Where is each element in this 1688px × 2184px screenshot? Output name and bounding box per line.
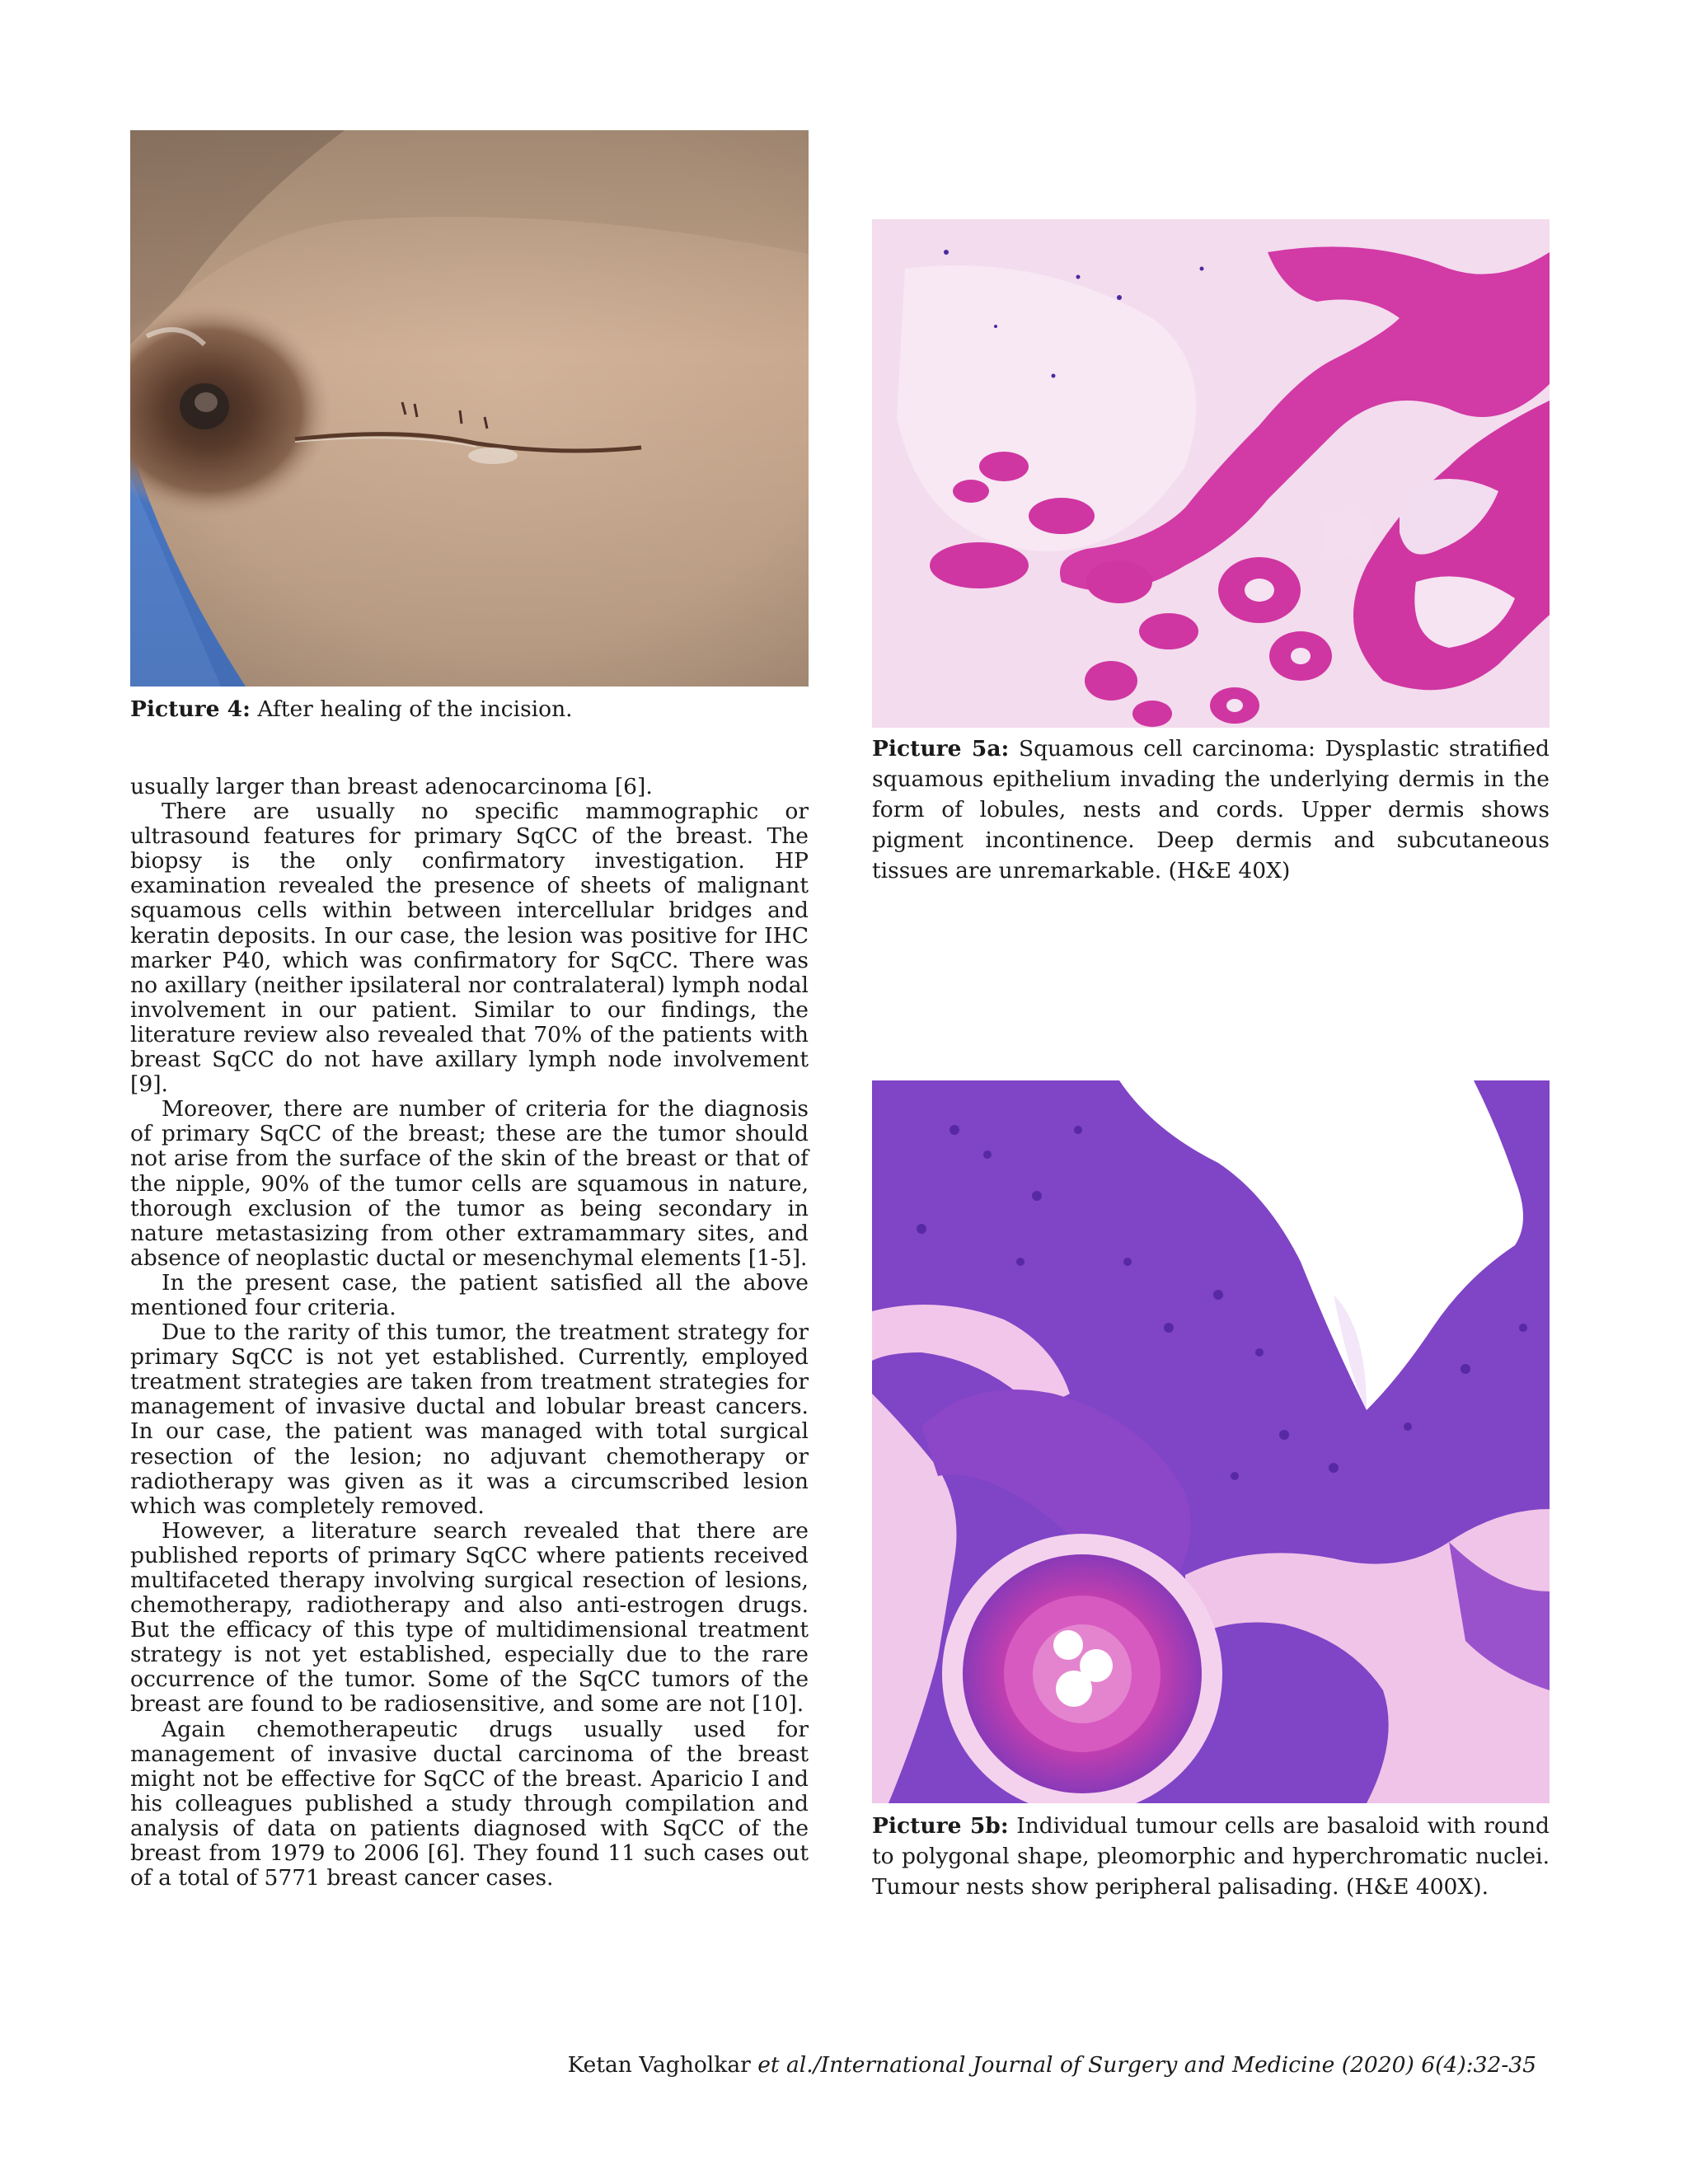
paragraph-6: However, a literature search revealed that there are published reports of primary SqCC where patients received multifaceted therapy involving surgical resection of lesions, chemotherapy, radiotherapy and also anti-estrogen drugs. But the efficacy of this type of multidimensional treatment strategy is not yet established, especially due to the rare occurrence of the tumor. Some of the SqCC tumors of the breast are found to be radiosensitive, and some are not [10]. [130,1517,809,1718]
picture-5a-caption [872,733,1550,886]
footer-journal: International Journal of Surgery and Medicine (2020) 6(4):32-35 [820,2052,1536,2078]
picture-4-label: Picture 4: [130,696,251,722]
picture-5a-label: Picture 5a: [872,736,1010,762]
footer-author: Ketan Vagholkar [567,2052,751,2078]
histology-400x-image [872,1080,1550,1803]
paragraph-1: usually larger than breast adenocarcinoma [6]. [130,774,653,799]
paragraph-7: Again chemotherapeutic drugs usually used for management of invasive ductal carcinoma of the breast might not be effective for SqCC of the breast. Aparicio I and his colleagues published a study through compilation and analysis of data on patients diagnosed with SqCC of the breast from 1979 to 2006 [6]. They found 11 such cases out of a total of 5771 breast cancer cases. [130,1716,809,1891]
paragraph-3: Moreover, there are number of criteria for the diagnosis of primary SqCC of the breast; these are the tumor should not arise from the surface of the skin of the breast or that of the nipple, 90% of the tumor cells are squamous in nature, thorough exclusion of the tumor as being secondary in nature metastasizing from other extramammary sites, and absence of neoplastic ductal or mesenchymal elements [1-5]. [130,1096,809,1271]
picture-4-text: After healing of the incision. [257,696,573,722]
breast-incision-photo [130,130,809,687]
picture-5b-text: Individual tumour cells are basaloid with round to polygonal shape, pleomorphic and hyperchromatic nuclei. Tumour nests show peripheral palisading. (H&E 400X). [872,1813,1550,1900]
picture-5a-micrograph [872,219,1550,728]
page-footer-citation [568,2050,1536,2080]
picture-5a-text: Squamous cell carcinoma: Dysplastic stratified squamous epithelium invading the underlying dermis in the form of lobules, nests and cords. Upper dermis shows pigment incontinence. Deep dermis and subcutaneous tissues are unremarkable. (H&E 40X) [872,736,1550,883]
paragraph-4: In the present case, the patient satisfied all the above mentioned four criteria. [130,1269,809,1320]
picture-5b-micrograph [872,1080,1550,1803]
paragraph-5: Due to the rarity of this tumor, the treatment strategy for primary SqCC is not yet established. Currently, employed treatment strategies are taken from treatment strategies for management of invasive ductal and lobular breast cancers. In our case, the patient was managed with total surgical resection of the lesion; no adjuvant chemotherapy or radiotherapy was given as it was a circumscribed lesion which was completely removed. [130,1319,809,1519]
body-text-column [130,775,809,1891]
picture-5b-caption [872,1811,1550,1902]
histology-40x-image [872,219,1550,728]
paragraph-2: There are usually no specific mammographic or ultrasound features for primary SqCC of the breast. The biopsy is the only confirmatory investigation. HP examination revealed the presence of sheets of malignant squamous cells within between intercellular bridges and keratin deposits. In our case, the lesion was positive for IHC marker P40, which was confirmatory for SqCC. There was no axillary (neither ipsilateral nor contralateral) lymph nodal involvement in our patient. Similar to our findings, the literature review also revealed that 70% of the patients with breast SqCC do not have axillary lymph node involvement [9]. [130,799,809,1098]
picture-4-photo [130,130,809,687]
picture-5b-label: Picture 5b: [872,1813,1009,1839]
footer-etal: et al./ [757,2052,821,2078]
picture-4-caption [130,694,809,724]
